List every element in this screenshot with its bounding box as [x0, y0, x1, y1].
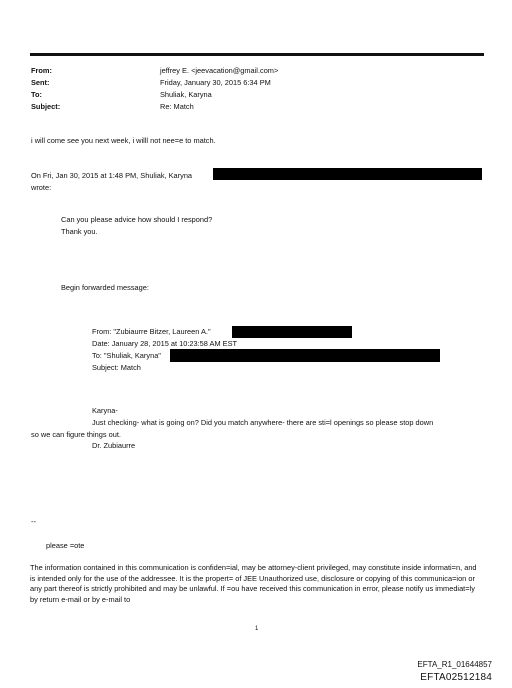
- from-label: From:: [31, 66, 52, 75]
- reply-line: i will come see you next week, i willl not nee=e to match.: [31, 136, 216, 145]
- sent-label: Sent:: [31, 78, 50, 87]
- subject-value: Re: Match: [160, 102, 194, 111]
- forwarded-subject: Subject: Match: [92, 363, 141, 372]
- forwarded-greeting: Karyna-: [92, 406, 118, 415]
- forwarded-message-line: Just checking- what is going on? Did you match anywhere- there are sti=l openings so please stop down: [92, 418, 434, 427]
- redaction-bar: [170, 349, 440, 362]
- karyna-message-line: Can you please advice how should I respond?: [61, 215, 213, 224]
- forwarded-to: To: "Shuliak, Karyna": [92, 351, 161, 360]
- subject-label: Subject:: [31, 102, 61, 111]
- confidentiality-disclaimer: The information contained in this communication is confiden=ial, may be attorney-client privileged, may constitute inside informati=n, and is intended only for the use of the addressee. It is the propert= of JEE Unauthorized use, disclosure or copying of this communica=ion or any part thereof is strictly prohibited and may be unlawful. If =ou have received this communication in error, please notify us immediat=ly by return e-mail or by e-mail to: [30, 563, 477, 604]
- efta-id-small: EFTA_R1_01644857: [417, 660, 492, 669]
- forwarded-message-continuation: so we can figure things out.: [31, 430, 121, 439]
- forwarded-date: Date: January 28, 2015 at 10:23:58 AM EST: [92, 339, 238, 348]
- signature-separator: --: [31, 517, 36, 526]
- redaction-bar: [213, 168, 482, 180]
- forwarded-label: Begin forwarded message:: [61, 283, 149, 292]
- forwarded-signature: Dr. Zubiaurre: [92, 441, 136, 450]
- quote-intro: On Fri, Jan 30, 2015 at 1:48 PM, Shuliak, Karyna: [31, 171, 193, 180]
- efta-id-large: EFTA02512184: [420, 672, 492, 683]
- redaction-bar: [232, 326, 352, 338]
- please-note: please =ote: [46, 541, 85, 550]
- page-number: 1: [255, 626, 259, 632]
- from-value: jeffrey E. <jeevacation@gmail.com>: [160, 66, 279, 75]
- to-value: Shuliak, Karyna: [160, 90, 212, 99]
- header-rule: [30, 53, 484, 56]
- quote-intro-wrote: wrote:: [31, 183, 52, 192]
- to-label: To:: [31, 90, 42, 99]
- sent-value: Friday, January 30, 2015 6:34 PM: [160, 78, 271, 87]
- forwarded-from: From: "Zubiaurre Bitzer, Laureen A.": [92, 327, 211, 336]
- karyna-thanks-line: Thank you.: [61, 227, 98, 236]
